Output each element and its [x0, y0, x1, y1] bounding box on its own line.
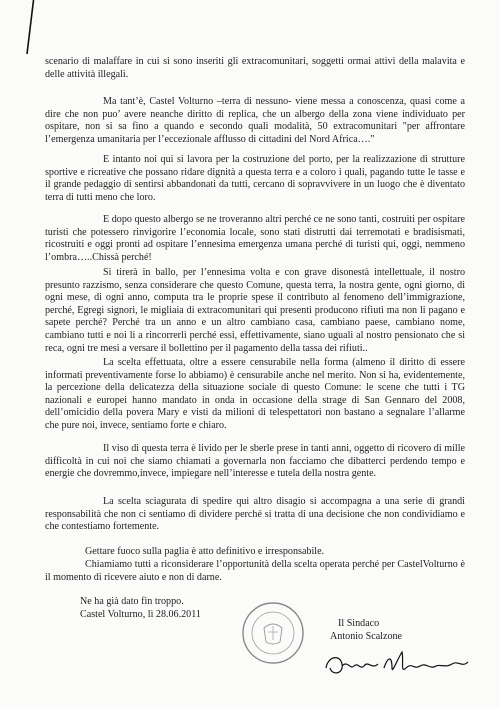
date-line: Castel Volturno, lì 28.06.2011 [80, 609, 201, 620]
paragraph-7: Il viso di questa terra è livido per le sberle prese in tanti anni, oggetto di ricovero di mille difficoltà in cui noi che siamo chiamati a governarla non facciamo che dibatterci perdendo tempo e energie che dovremmo,invece, impiegare nell’interesse e tutela della nostra gente. [45, 443, 465, 480]
paragraph-3: E intanto noi qui si lavora per la costruzione del porto, per la realizzazione di strutture sportive e ricreative che possano ridare dignità a questa terra e a coloro i quali, pagando tutte le tasse e il grande pedaggio di sentirsi abbandonati da tutti, cercano di sopravvivere in un luogo che è diventato terra di tutti meno che loro. [45, 154, 465, 203]
closing-line-2: Chiamiamo tutti a riconsiderare l’opportunità della scelta operata perché per CastelVolturno è il momento di ricevere aiuto e non di darne. [45, 559, 465, 583]
signer-title: Il Sindaco [338, 618, 380, 629]
closing-line-1: Gettare fuoco sulla paglia è atto definitivo e irresponsabile. [85, 546, 325, 557]
signer-name: Antonio Scalzone [330, 630, 403, 642]
paragraph-4: E dopo questo albergo se ne troveranno altri perché ce ne sono tanti, costruiti per ospitare turisti che potessero rinvigorire l’economia locale, sono stati distrutti dai terremotati e bradisismati, ricostruiti e oggi pronti ad ospitare l’ennesima emergenza umana perché di turisti qui, oggi, nemmeno l’ombra…..Chissà perché! [45, 214, 465, 263]
farewell-line: Ne ha già dato fin troppo. [80, 596, 184, 607]
handwritten-signature [322, 648, 472, 680]
paragraph-1: scenario di malaffare in cui si sono inseriti gli extracomunitari, soggetti ormai attivi della malavita e delle attività illegali. [45, 56, 465, 80]
municipal-stamp-icon [238, 598, 308, 668]
paragraph-6: La scelta effettuata, oltre a essere censurabile nella forma (almeno il diritto di essere informati preventivamente forse lo abbiamo) è censurabile anche nel merito. Non si ha, evidentemente, la percezione della delicatezza della situazione sociale di questo Comune: le scene che tutti i TG nazionali e europei hanno mandato in onda in occasione della strage di San Gennaro del 2008, dell’omicidio della povera Mary e visti da milioni di telespettatori non bastano a segnalare l’allarme che pure noi, invece, sentiamo forte e chiaro. [45, 357, 465, 431]
handwritten-mark [22, 0, 38, 56]
paragraph-5: Si tirerà in ballo, per l’ennesima volta e con grave disonestà intellettuale, il nostro presunto razzismo, senza considerare che questo Comune, questa terra, la nostra gente, ogni giorno, di ogni mese, di ogni anno, computa tra le proprie spese il contributo al fenomeno dell’immigrazione, perché, Egregi signori, le migliaia di extracomunitari qui presenti producono rifiuti ma non li pagano e sapete perché? Perché tra un anno e un altro cambiano casa, cambiano paese, cambiano nome, cambiano tutti e noi li a rincorrerli perché essi, effettivamente, siano uguali al nostro pensionato che si reca, ogni tre mesi a versare il bollettino per il pagamento della tassa dei rifiuti.. [45, 267, 465, 354]
paragraph-8: La scelta sciagurata di spedire qui altro disagio si accompagna a una serie di grandi responsabilità che non ci sentiamo di dividere perché si tratta di una decisione che non condividiamo e che contestiamo fortemente. [45, 496, 465, 533]
paragraph-2: Ma tant’è, Castel Volturno –terra di nessuno- viene messa a conoscenza, quasi come a dire che non puo’ avere neanche diritto di replica, che un albergo della zona viene individuato per ospitare, non si sa fino a quando e secondo quali modalità, 50 extracomunitari "per affrontare l’emergenza umanitaria per l’eccezionale afflusso di cittadini del Nord Africa…." [45, 96, 465, 145]
signature-block [330, 618, 402, 643]
